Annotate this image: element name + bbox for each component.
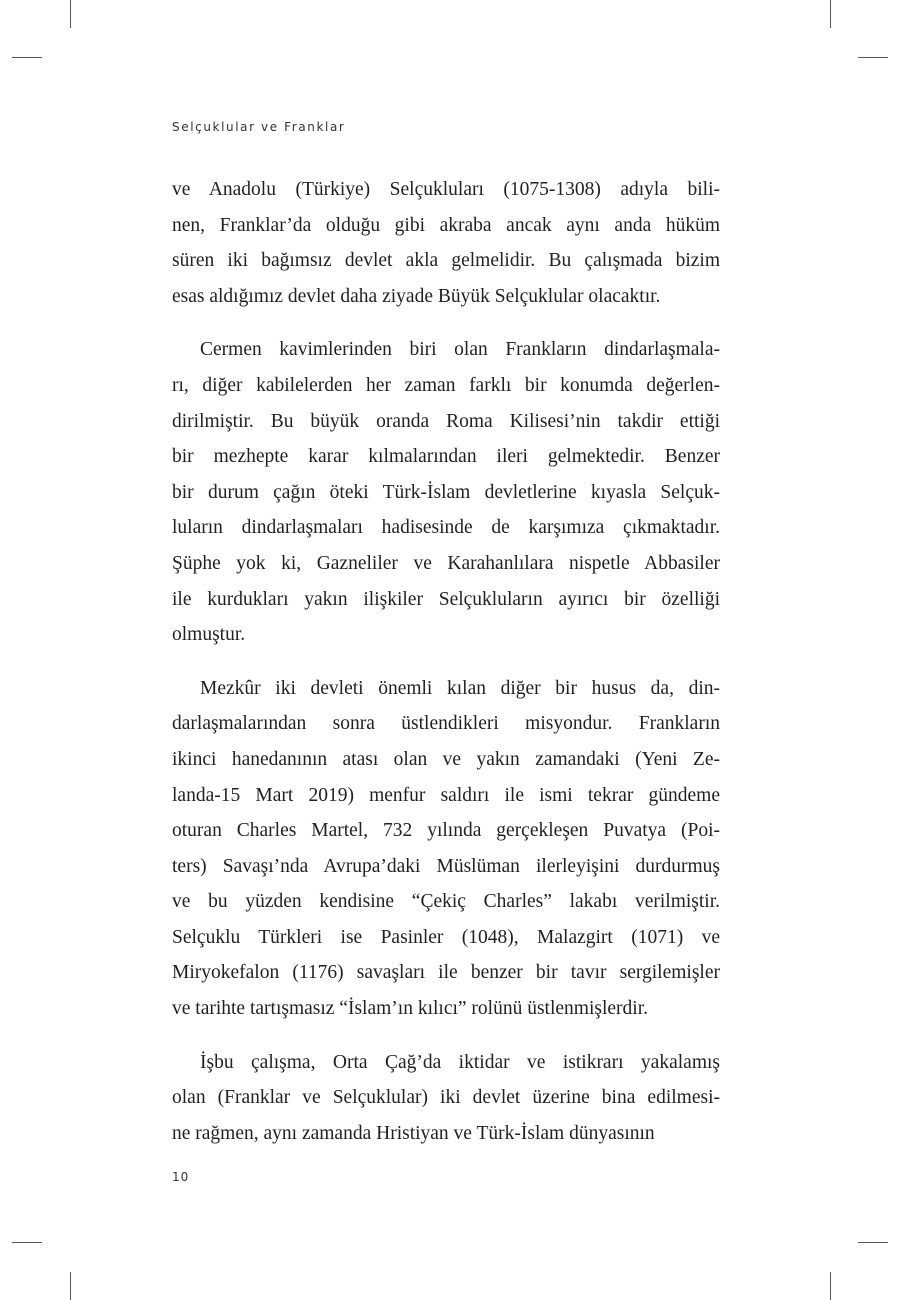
crop-mark-bottom-left <box>70 1272 71 1300</box>
crop-mark-top-left-h <box>12 57 42 58</box>
crop-mark-bottom-right-h <box>858 1242 888 1243</box>
text-line: ne rağmen, aynı zamanda Hristiyan ve Türk-İslam dünyasının <box>172 1122 655 1144</box>
text-line: ikinci hanedanının atası olan ve yakın zamandaki (Yeni Ze- <box>172 748 720 770</box>
text-line: Miryokefalon (1176) savaşları ile benzer bir tavır sergilemişler <box>172 962 720 984</box>
text-line: Cermen kavimlerinden biri olan Frankların dindarlaşmala- <box>200 339 720 361</box>
paragraph <box>172 172 720 314</box>
crop-mark-top-left <box>70 0 71 28</box>
paragraph <box>172 1045 720 1152</box>
text-line: darlaşmalarından sonra üstlendikleri misyondur. Frankların <box>172 713 720 735</box>
text-line: Selçuklu Türkleri ise Pasinler (1048), Malazgirt (1071) ve <box>172 926 720 948</box>
crop-mark-bottom-right <box>830 1272 831 1300</box>
crop-mark-top-right <box>830 0 831 28</box>
text-line: Şüphe yok ki, Gazneliler ve Karahanlılara nispetle Abbasiler <box>172 552 720 574</box>
text-line: İşbu çalışma, Orta Çağ’da iktidar ve istikrarı yakalamış <box>200 1051 720 1073</box>
text-line: ve tarihte tartışmasız “İslam’ın kılıcı” rolünü üstlenmişlerdir. <box>172 998 648 1020</box>
text-line: olmuştur. <box>172 624 246 646</box>
text-line: bir durum çağın öteki Türk-İslam devletlerine kıyasla Selçuk- <box>172 481 720 503</box>
text-line: ters) Savaşı’nda Avrupa’daki Müslüman ilerleyişini durdurmuş <box>172 855 720 877</box>
text-line: esas aldığımız devlet daha ziyade Büyük Selçuklular olacaktır. <box>172 285 661 307</box>
text-line: nen, Franklar’da olduğu gibi akraba ancak aynı anda hüküm <box>172 214 720 236</box>
text-line: ile kurdukları yakın ilişkiler Selçukluların ayırıcı bir özelliği <box>172 588 720 610</box>
text-line: oturan Charles Martel, 732 yılında gerçekleşen Puvatya (Poi- <box>172 820 720 842</box>
paragraph <box>172 671 720 1027</box>
text-line: luların dindarlaşmaları hadisesinde de karşımıza çıkmaktadır. <box>172 517 720 539</box>
page-number: 10 <box>172 1170 190 1184</box>
text-line: ve bu yüzden kendisine “Çekiç Charles” lakabı verilmiştir. <box>172 891 720 913</box>
text-line: olan (Franklar ve Selçuklular) iki devlet üzerine bina edilmesi- <box>172 1087 720 1109</box>
crop-mark-top-right-h <box>858 57 888 58</box>
text-line: Mezkûr iki devleti önemli kılan diğer bir husus da, din- <box>200 677 720 699</box>
paragraph <box>172 332 720 652</box>
body-text <box>172 172 720 1169</box>
crop-mark-bottom-left-h <box>12 1242 42 1243</box>
text-line: süren iki bağımsız devlet akla gelmelidir. Bu çalışmada bizim <box>172 250 720 272</box>
text-line: ve Anadolu (Türkiye) Selçukluları (1075-1308) adıyla bili- <box>172 179 720 200</box>
running-head: Selçuklular ve Franklar <box>172 120 346 134</box>
text-line: landa-15 Mart 2019) menfur saldırı ile ismi tekrar gündeme <box>172 784 720 806</box>
text-line: dirilmiştir. Bu büyük oranda Roma Kilisesi’nin takdir ettiği <box>172 410 720 432</box>
text-line: bir mezhepte karar kılmalarından ileri gelmektedir. Benzer <box>172 446 720 468</box>
text-line: rı, diğer kabilelerden her zaman farklı bir konumda değerlen- <box>172 374 720 396</box>
